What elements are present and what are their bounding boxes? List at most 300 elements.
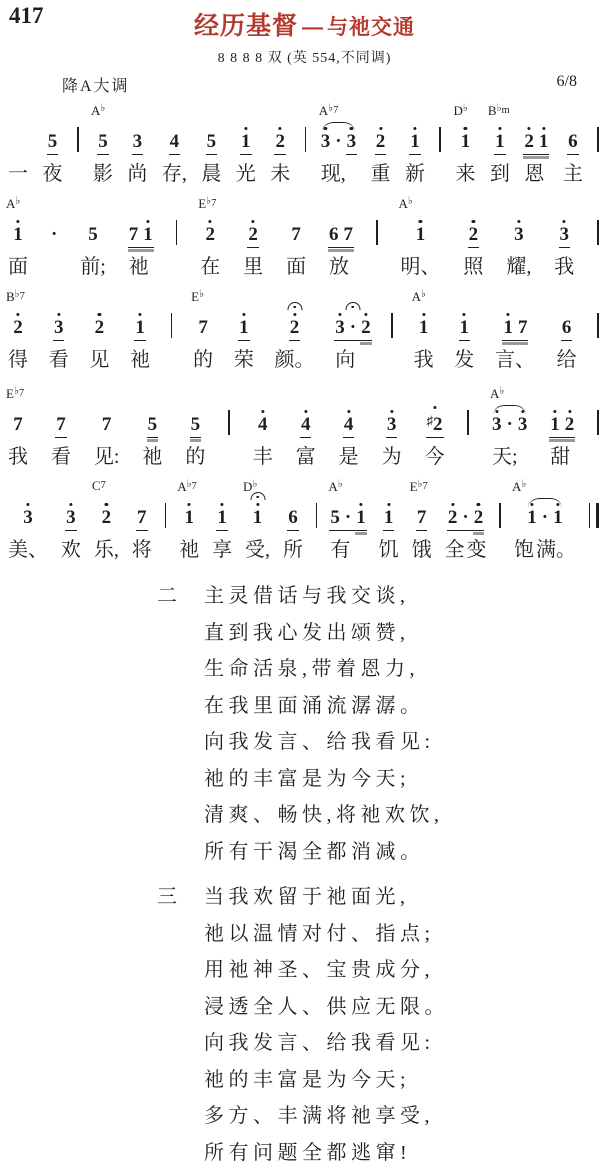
barline-cell [228,392,230,471]
octave-dot-icon [16,220,19,223]
eighth-underline [132,154,144,156]
shared-eighth-underline [447,530,484,532]
note-row [56,403,66,435]
note-digit: 2 [376,120,386,152]
octave-dot-icon [413,127,416,130]
music-system-3 [8,288,599,374]
lyric-syllable: 满。 [536,537,576,564]
note-digit: 2 [95,306,105,338]
lyric-syllable: 受, [245,537,270,564]
verse-block [157,879,609,1171]
music-notation [0,102,609,564]
eighth-underline [289,340,301,342]
note-cell [179,478,199,564]
lyric-syllable: 甜 [550,444,570,471]
lyric-syllable: 光 [236,161,256,188]
chord-label: A♭ [512,478,526,496]
note-digit: 7 [417,496,427,528]
chord-label: D♭ [453,102,467,120]
note-digit: 5 [88,213,98,245]
augmentation-dot-icon: · [542,496,548,528]
octave-dot-icon [507,313,510,316]
eighth-underline [216,530,228,532]
barline-cell [171,295,173,374]
note-cell [201,102,221,188]
octave-dot-icon [98,313,101,316]
eighth-underline [459,340,471,342]
lyric-syllable [321,161,356,188]
lyric-syllable: 现, [321,161,346,188]
octave-dot-icon [244,127,247,130]
verse-line: 向我发言、给我看见: [204,1025,449,1062]
flat-icon: ♭ [14,386,19,397]
lyric-syllable [495,347,536,374]
verse-line: 在我里面涌流潺潺。 [204,688,444,725]
verse-line: 所有问题全都逃窜! [204,1135,449,1171]
verse-line: 当我欢留于祂面光, [204,879,449,916]
note-row [129,213,153,245]
note-cell [142,385,162,471]
augmentation-dot-icon: · [345,496,351,528]
note-digit: 2 [290,306,300,338]
lyric-syllable: 向 [335,347,355,374]
eighth-underline [343,437,355,439]
note-row [460,306,470,338]
octave-dot-icon [256,503,259,506]
lyric-syllable: 主 [563,161,583,188]
note-cell [200,195,220,281]
note-row [207,120,217,152]
barline-cell [176,202,178,281]
barline [439,127,441,152]
note-digit: 7 [344,213,354,245]
octave-dot-icon [146,220,149,223]
barline-cell [316,485,318,564]
note-row [13,213,23,245]
note-cell [93,102,113,188]
eighth-underline [346,154,358,156]
eighth-underline [147,437,159,439]
chord-suffix: 7 [192,481,197,492]
note-digit: 2 [524,120,534,152]
eighth-underline [386,437,398,439]
lyric-syllable: 我 [414,347,434,374]
lyric-syllable: 看 [51,444,71,471]
lyric-syllable: 见: [94,444,120,471]
lyric-syllable: 所 [283,537,303,564]
note-digit: 3 [66,496,76,528]
octave-dot-icon [451,503,454,506]
note-cell [8,288,28,374]
verse-line: 浸透全人、供应无限。 [204,989,449,1026]
eighth-underline [240,154,252,156]
barline [171,313,173,338]
note-row [248,213,258,245]
note-digit: 5 [48,120,58,152]
note-cell [412,478,432,564]
verse-line: 用祂神圣、宝贵成分, [204,952,449,989]
note-digit: ♯2 [427,399,443,435]
note-cell [130,288,150,374]
sixteenth-underline-grey [147,439,159,441]
lyric-syllable: 来 [455,161,475,188]
note-row [102,403,112,435]
lyric-syllable [550,444,574,471]
note-digit: 7 [518,306,528,338]
note-row [217,496,227,528]
barline-cell [77,109,79,188]
sharp-icon: ♯ [427,413,434,428]
verse-line: 祂的丰富是为今天; [204,1062,449,1099]
barline [597,127,599,152]
shared-eighth-underline [128,247,154,249]
verse-lines [204,578,444,870]
time-signature: 6/8 [557,73,577,96]
note-digit: 7 [129,213,139,245]
verse-line: 主灵借话与我交谈, [204,578,444,615]
note-cell [127,102,147,188]
note-group-cell [550,385,574,471]
lyric-syllable: 饥 [379,537,399,564]
note-digit: 7 [102,403,112,435]
shared-eighth-underline [328,247,354,249]
verse-line: 向我发言、给我看见: [204,724,444,761]
eighth-underline [169,154,181,156]
eighth-underline [494,154,506,156]
note-digit: 2 [205,213,215,245]
note-group-cell [524,102,548,188]
octave-dot-icon [252,220,255,223]
note-digit: 3 [514,213,524,245]
lyric-syllable: 祂 [142,444,162,471]
chord-label: B♭m [488,102,510,120]
note-row [205,213,215,245]
octave-dot-icon [387,503,390,506]
octave-dot-icon [279,127,282,130]
note-row [95,306,105,338]
note-cell [8,385,28,471]
lyric-syllable: 明、 [400,254,440,281]
chord-suffix: 7 [101,480,106,491]
note-digit: 1 [384,496,394,528]
note-cell [454,288,474,374]
eighth-underline [206,154,218,156]
note-row [13,306,23,338]
lyric-syllable: 富 [296,444,316,471]
augmentation-dot-icon: · [335,120,341,152]
barline [77,127,79,152]
lyric-syllable: 祂 [130,347,150,374]
note-digit: 7 [13,403,23,435]
octave-dot-icon [347,410,350,413]
lyric-syllable [514,537,576,564]
eighth-underline [274,154,286,156]
note-group-cell [335,288,370,374]
barline-cell [597,392,599,471]
note-row [102,496,112,528]
eighth-underline [247,247,259,249]
note-group-cell [492,385,527,471]
note-cell [379,478,399,564]
flat-icon: ♭ [100,103,105,114]
lyric-syllable: 今 [425,444,445,471]
chord-suffix: m [502,105,510,116]
lyric-syllable: 见 [89,347,109,374]
octave-dot-icon [69,503,72,506]
lyric-syllable: 天; [492,444,518,471]
fermata-icon [345,302,360,310]
note-row [439,127,441,152]
lyric-syllable: 尚 [127,161,147,188]
note-group-cell [330,478,365,564]
octave-dot-icon [242,313,245,316]
lyric-syllable: 乐, [94,537,119,564]
note-row [228,410,230,435]
note-digit: 1 [419,306,429,338]
note-row [495,120,505,152]
lyric-syllable: 变 [467,537,487,564]
barline [597,410,599,435]
eighth-underline [65,530,77,532]
eighth-underline [559,247,571,249]
octave-dot-icon [221,503,224,506]
note-row [419,306,429,338]
note-row [560,213,570,245]
lyric-syllable [129,254,153,281]
note-cell [94,478,119,564]
note-row [597,313,599,338]
tie-arc-icon [493,405,526,415]
note-digit: 6 [562,306,572,338]
note-cell [80,195,106,281]
lyric-syllable: 享 [212,537,232,564]
lyric-syllable: 祂 [129,254,149,281]
barline-cell [305,109,307,188]
lyric-syllable: 看 [49,347,69,374]
meter-info: 8 8 8 8 双 (英 554,不同调) [0,47,609,67]
stanza-mark-cell [8,102,28,188]
note-row [51,213,57,245]
verse-line: 直到我心发出颂赞, [204,615,444,652]
lyric-syllable: 存, [162,161,187,188]
note-row [13,403,23,435]
lyric-syllable: 是 [339,444,359,471]
note-digit: 3 [492,403,502,435]
note-digit: 1 [460,306,470,338]
eighth-underline [383,530,395,532]
octave-dot-icon [359,503,362,506]
note-cell [8,478,48,564]
eighth-underline [426,437,444,439]
chord-label: D♭ [243,478,257,496]
sixteenth-underline-grey [190,439,202,441]
note-row [198,306,208,338]
note-row [48,120,58,152]
chord-label: A♭7 [177,478,197,496]
lyric-syllable: 给 [557,347,577,374]
barline [305,127,307,152]
octave-dot-icon [105,503,108,506]
note-digit: 1 [143,213,153,245]
lyric-syllable: 放 [329,254,349,281]
chord-label: A♭ [398,195,412,213]
note-row [23,496,33,528]
flat-icon: ♭ [15,196,20,207]
lyric-syllable: 恩 [524,161,544,188]
note-cell [283,478,303,564]
fermata-icon [250,492,265,500]
chord-suffix: 7 [211,198,216,209]
octave-dot-icon [57,313,60,316]
verse-line: 祂以温情对付、指点; [204,916,449,953]
note-digit: 7 [56,403,66,435]
note-cell [243,195,263,281]
eighth-underline [97,154,109,156]
note-group-cell [514,478,576,564]
note-row [597,127,599,152]
note-row [384,496,394,528]
chord-label: C7 [92,478,106,496]
lyric-syllable [335,347,370,374]
octave-dot-icon [188,503,191,506]
note-digit: 5 [191,403,201,435]
lyric-syllable: 发 [454,347,474,374]
hymn-title-subtitle: 与祂交通 [327,16,415,39]
lyric-syllable: 照 [463,254,483,281]
barline [176,220,178,245]
note-digit: 5 [148,403,158,435]
note-digit: 1 [239,306,249,338]
eighth-underline [561,340,573,342]
octave-dot-icon [477,503,480,506]
note-cell [234,288,254,374]
note-row [171,313,173,338]
barline [165,503,167,528]
note-cell [490,102,510,188]
octave-dot-icon [528,127,531,130]
note-row [133,120,143,152]
note-group-cell [329,195,353,281]
chord-label: E♭ [191,288,204,306]
note-digit: 1 [495,120,505,152]
note-row [448,496,483,528]
note-digit: 2 [13,306,23,338]
sixteenth-underline-grey [473,532,485,534]
note-digit: 4 [170,120,180,152]
lyric-syllable: 将 [132,537,152,564]
note-group-cell [321,102,356,188]
augmentation-dot-icon: · [507,403,513,435]
note-cell [51,385,71,471]
note-row [492,403,527,435]
note-cell [212,478,232,564]
note-digit: 6 [568,120,578,152]
verse-lines [204,879,449,1171]
note-digit: 1 [410,120,420,152]
shared-sixteenth-underline-grey [502,342,528,344]
note-row [239,306,249,338]
octave-dot-icon [419,220,422,223]
octave-dot-icon [209,220,212,223]
note-digit: 3 [387,403,397,435]
barline-cell [391,295,393,374]
lyric-syllable: 饿 [412,537,432,564]
note-row [165,503,167,528]
lyric-syllable: 在 [200,254,220,281]
note-cell [382,385,402,471]
lyric-syllable [329,254,353,281]
lyric-syllable: 美、 [8,537,48,564]
note-digit: 7 [198,306,208,338]
note-row [376,120,386,152]
note-digit: 4 [258,403,268,435]
flat-icon: ♭ [199,289,204,300]
note-cell [296,385,316,471]
note-row [597,410,599,435]
eighth-underline [468,247,480,249]
hymn-title-dash: — [298,16,327,39]
note-digit: 1 [13,213,23,245]
sixteenth-underline-grey [360,342,372,344]
lyric-syllable: 祂 [179,537,199,564]
note-digit: 3 [560,213,570,245]
lyric-syllable: 夜 [42,161,62,188]
hymn-number: 417 [9,3,44,29]
note-digit: 3 [133,120,143,152]
lyric-syllable: 新 [405,161,425,188]
note-row [568,120,578,152]
lyric-syllable: 面 [8,254,28,281]
note-digit: 1 [527,496,537,528]
augmentation-dot-icon: · [51,213,57,245]
note-cell [506,195,531,281]
note-cell [132,478,152,564]
octave-dot-icon [261,410,264,413]
chord-suffix: 7 [20,291,25,302]
note-row [527,496,562,528]
note-cell [339,385,359,471]
note-cell [185,385,205,471]
lyric-syllable: 未 [270,161,290,188]
note-row [148,403,158,435]
note-cell [400,195,440,281]
lyric-syllable: 里 [243,254,263,281]
stanza-number: 一 [8,161,28,188]
note-digit: 7 [137,496,147,528]
note-cell [405,102,425,188]
flat-icon: ♭ [252,479,257,490]
dot-cell [51,195,57,281]
shared-sixteenth-underline-grey [128,249,154,251]
note-cell [236,102,256,188]
note-digit: 1 [550,403,560,435]
octave-dot-icon [364,313,367,316]
lyric-syllable: 饱 [514,537,534,564]
lyric-syllable: 荣 [234,347,254,374]
note-row [137,496,147,528]
flat-icon: ♭ [15,289,20,300]
note-cell [371,102,391,188]
barline [597,313,599,338]
note-digit: 2 [474,496,484,528]
lyric-syllable: 前; [80,254,106,281]
note-cell [455,102,475,188]
note-row [288,496,298,528]
note-digit: 1 [241,120,251,152]
verse-line: 所有干渴全都消减。 [204,834,444,871]
note-row [258,403,268,435]
note-digit: 4 [301,403,311,435]
